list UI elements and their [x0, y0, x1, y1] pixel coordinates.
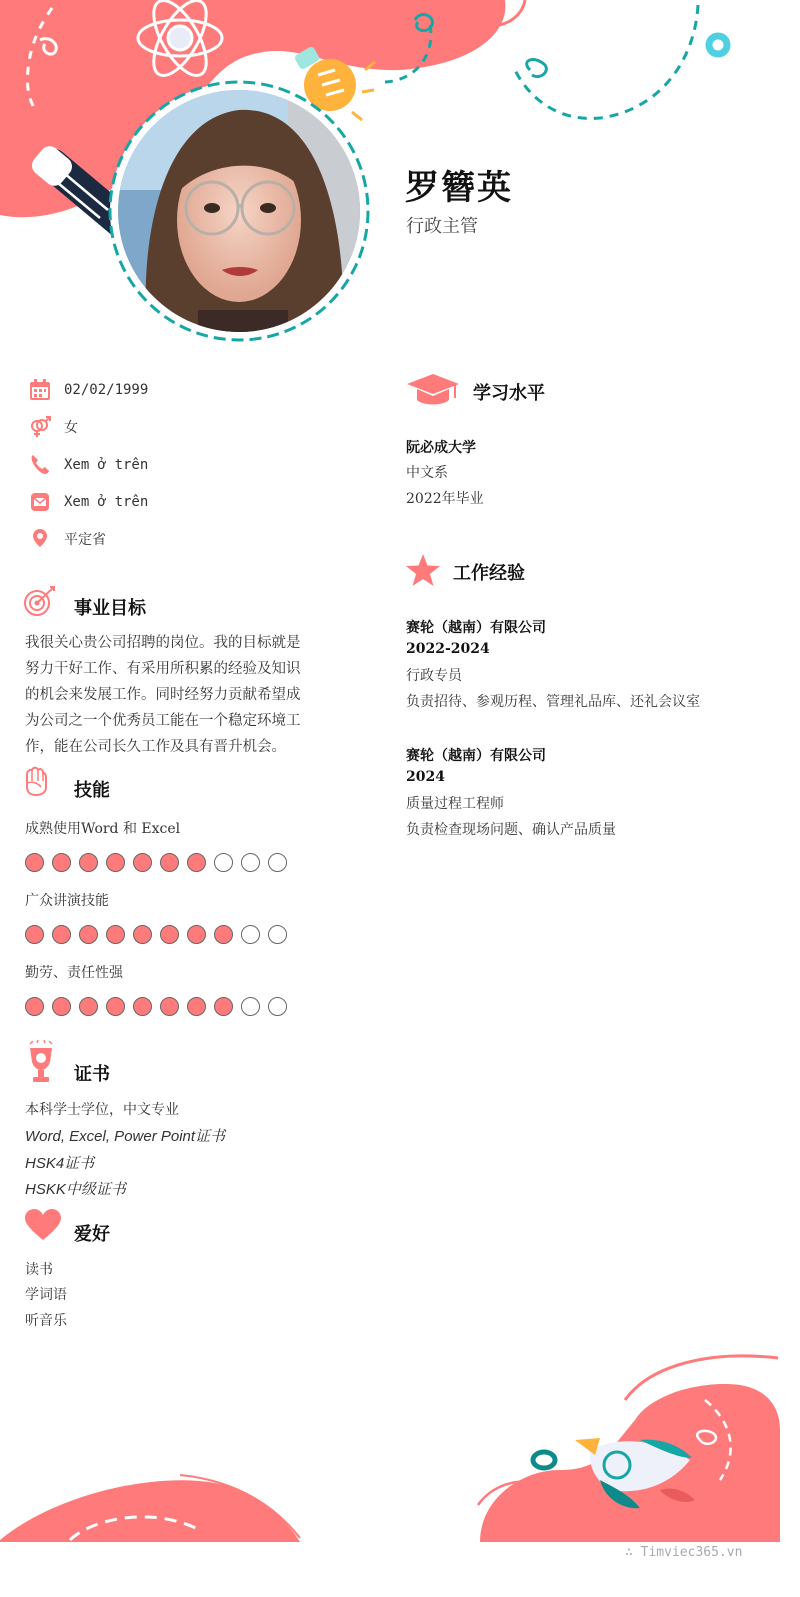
experience-heading: 工作经验 — [453, 563, 525, 584]
job-position: 质量过程工程师 — [406, 796, 504, 812]
rating-dot — [160, 925, 179, 944]
watermark: ∴ Timviec365.vn — [625, 1545, 743, 1560]
skill-label: 成熟使用Word 和 Excel — [25, 821, 181, 837]
profile-photo — [108, 80, 370, 342]
graduation-cap-icon — [405, 372, 461, 408]
rating-dot — [133, 925, 152, 944]
hobby-item: 听音乐 — [25, 1313, 67, 1329]
certificate-item: 本科学士学位，中文专业 — [25, 1102, 179, 1118]
contact-email — [28, 488, 148, 516]
graduation-year: 2022年毕业 — [406, 491, 484, 507]
rating-dot — [106, 997, 125, 1016]
rating-dot — [52, 925, 71, 944]
contact-gender — [28, 413, 78, 441]
rating-dot — [79, 853, 98, 872]
calendar-icon — [28, 378, 52, 402]
rating-dot — [106, 853, 125, 872]
rating-dot — [241, 997, 260, 1016]
contact-phone — [28, 451, 148, 479]
certificate-item: Word, Excel, Power Point证书 — [25, 1128, 226, 1145]
trophy-icon — [24, 1040, 58, 1084]
education-heading: 学习水平 — [473, 383, 545, 404]
candidate-title: 行政主管 — [406, 216, 478, 237]
skill-label: 勤劳、责任性强 — [25, 965, 123, 981]
contact-location — [28, 525, 106, 553]
job-company: 赛轮（越南）有限公司 — [406, 748, 546, 764]
job-description: 负责招待、参观历程、管理礼品库、还礼会议室 — [406, 694, 700, 710]
rating-dot — [133, 853, 152, 872]
rating-dot — [268, 925, 287, 944]
rating-dot — [268, 853, 287, 872]
rating-dot — [187, 853, 206, 872]
location-pin-icon — [28, 527, 52, 551]
dob-text: 02/02/1999 — [64, 382, 149, 398]
rating-dot — [25, 925, 44, 944]
objective-heading: 事业目标 — [74, 598, 146, 619]
skills-heading: 技能 — [74, 780, 110, 801]
job-position: 行政专员 — [406, 668, 462, 684]
major: 中文系 — [406, 465, 448, 481]
skill-rating — [25, 997, 287, 1016]
rating-dot — [241, 853, 260, 872]
rating-dot — [52, 853, 71, 872]
job-description: 负责检查现场问题、确认产品质量 — [406, 822, 616, 838]
candidate-name: 罗簪英 — [405, 168, 513, 208]
hobby-item: 学词语 — [25, 1287, 67, 1303]
rating-dot — [214, 925, 233, 944]
location-text: 平定省 — [64, 532, 106, 548]
rating-dot — [241, 925, 260, 944]
email-text: Xem ở trên — [64, 494, 149, 510]
rating-dot — [214, 853, 233, 872]
job-period: 2024 — [406, 769, 445, 785]
rating-dot — [79, 997, 98, 1016]
phone-icon — [28, 453, 52, 477]
rating-dot — [187, 925, 206, 944]
objective-text: 我很关心贵公司招聘的岗位。我的目标就是 努力干好工作、有采用所积累的经验及知识 的机会来发展工作。同时经努力贡献希望成 为公司之一个优秀员工能在一个稳定环境工 作，能在公司长久工作及具有晋升机会。 — [25, 635, 301, 755]
school-name: 阮必成大学 — [406, 440, 476, 456]
certificates-heading: 证书 — [74, 1064, 110, 1085]
skill-rating — [25, 925, 287, 944]
fist-icon — [24, 765, 48, 797]
hobby-item: 读书 — [25, 1262, 53, 1278]
gender-icon — [28, 415, 52, 439]
rating-dot — [214, 997, 233, 1016]
heart-icon — [24, 1208, 62, 1242]
rating-dot — [160, 997, 179, 1016]
rating-dot — [268, 997, 287, 1016]
target-icon — [22, 585, 58, 617]
certificate-item: HSKK中级证书 — [25, 1181, 126, 1198]
job-company: 赛轮（越南）有限公司 — [406, 620, 546, 636]
rating-dot — [187, 997, 206, 1016]
star-icon — [405, 553, 441, 587]
rating-dot — [79, 925, 98, 944]
job-period: 2022-2024 — [406, 641, 490, 657]
contact-dob — [28, 376, 148, 404]
phone-text: Xem ở trên — [64, 457, 149, 473]
rating-dot — [133, 997, 152, 1016]
skill-rating — [25, 853, 287, 872]
rating-dot — [52, 997, 71, 1016]
skill-label: 广众讲演技能 — [25, 893, 109, 909]
hobbies-heading: 爱好 — [74, 1224, 110, 1245]
rating-dot — [25, 997, 44, 1016]
rating-dot — [160, 853, 179, 872]
rating-dot — [25, 853, 44, 872]
gender-text: 女 — [64, 420, 78, 436]
rating-dot — [106, 925, 125, 944]
email-icon — [28, 490, 52, 514]
certificate-item: HSK4证书 — [25, 1155, 95, 1172]
